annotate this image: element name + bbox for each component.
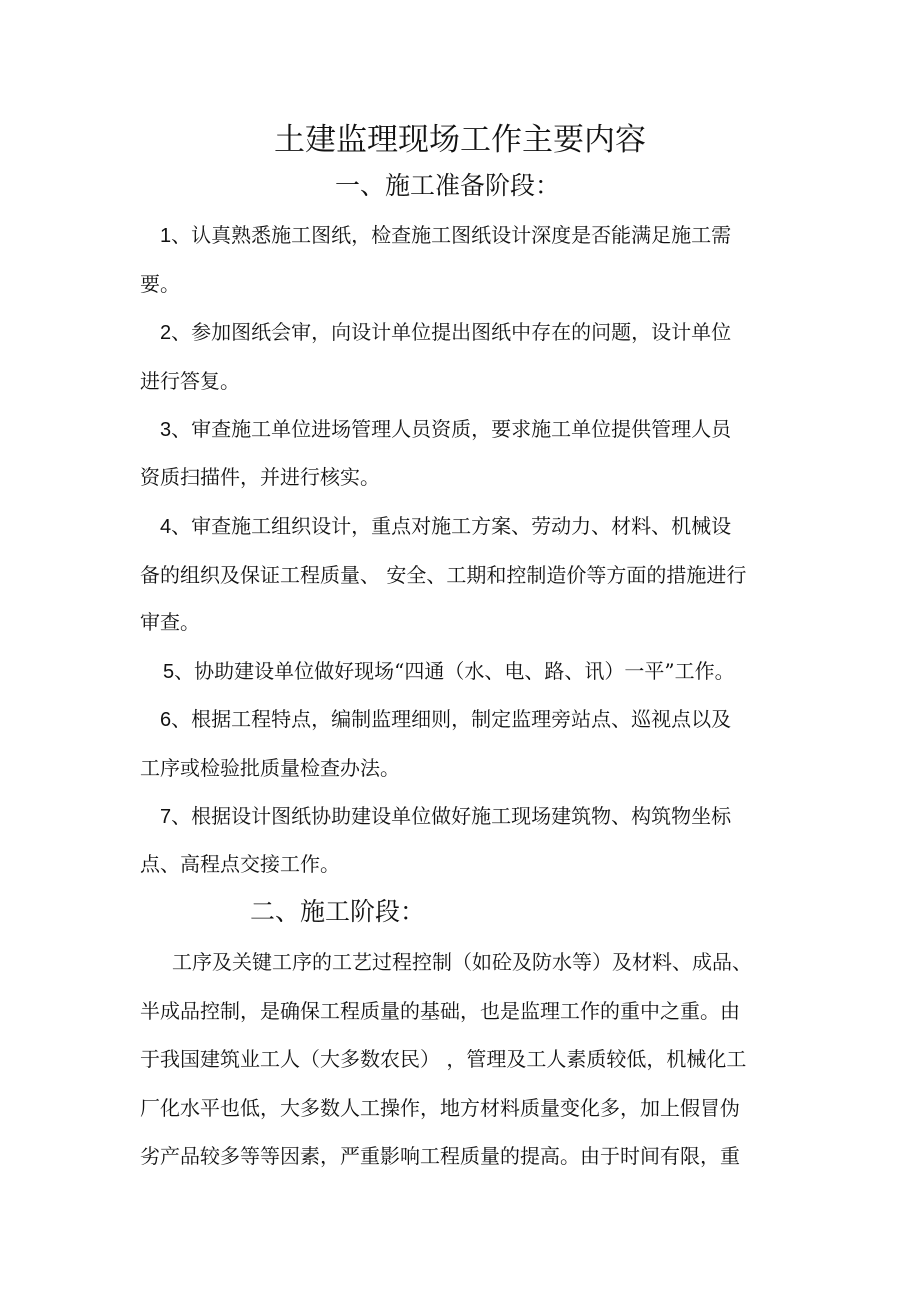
item-7-line-1 bbox=[160, 801, 731, 832]
document-title: 土建监理现场工作主要内容 bbox=[274, 122, 646, 158]
item-4-line-2: 备的组织及保证工程质量、 安全、工期和控制造价等方面的措施进行 bbox=[140, 563, 747, 587]
paragraph-line-2: 半成品控制，是确保工程质量的基础，也是监理工作的重中之重。由 bbox=[140, 999, 740, 1023]
item-7-line-2: 点、高程点交接工作。 bbox=[140, 852, 340, 876]
item-2-line-2: 进行答复。 bbox=[140, 369, 240, 393]
item-1-line-1 bbox=[160, 220, 731, 251]
item-3-line-1 bbox=[160, 414, 731, 445]
item-text: 、根据工程特点，编制监理细则，制定监理旁站点、巡视点以及 bbox=[171, 707, 732, 731]
item-1-line-2: 要。 bbox=[140, 272, 180, 296]
item-4-line-1 bbox=[160, 511, 731, 542]
item-text: 、协助建设单位做好现场“四通（水、电、路、讯）一平”工作。 bbox=[174, 659, 735, 683]
item-3-line-2: 资质扫描件，并进行核实。 bbox=[140, 465, 380, 489]
item-text: 、根据设计图纸协助建设单位做好施工现场建筑物、构筑物坐标 bbox=[171, 804, 732, 828]
item-text: 、审查施工组织设计，重点对施工方案、劳动力、材料、机械设 bbox=[171, 514, 732, 538]
item-number: 7 bbox=[160, 806, 172, 828]
section-heading-preparation: 一、施工准备阶段： bbox=[335, 171, 561, 200]
section-heading-construction: 二、施工阶段： bbox=[250, 897, 426, 926]
item-6-line-1 bbox=[160, 704, 731, 735]
item-number: 1 bbox=[160, 225, 172, 247]
item-number: 3 bbox=[160, 419, 172, 441]
item-number: 2 bbox=[160, 322, 172, 344]
item-5-line-1 bbox=[163, 656, 735, 687]
item-text: 、审查施工单位进场管理人员资质，要求施工单位提供管理人员 bbox=[171, 417, 732, 441]
item-text: 、认真熟悉施工图纸，检查施工图纸设计深度是否能满足施工需 bbox=[171, 223, 732, 247]
paragraph-line-1: 工序及关键工序的工艺过程控制（如砼及防水等）及材料、成品、 bbox=[172, 950, 752, 974]
item-number: 5 bbox=[163, 661, 175, 683]
item-2-line-1 bbox=[160, 317, 731, 348]
paragraph-line-4: 厂化水平也低，大多数人工操作，地方材料质量变化多，加上假冒伪 bbox=[140, 1096, 740, 1120]
item-6-line-2: 工序或检验批质量检查办法。 bbox=[140, 756, 400, 780]
item-number: 4 bbox=[160, 516, 172, 538]
item-text: 、参加图纸会审，向设计单位提出图纸中存在的问题，设计单位 bbox=[171, 320, 732, 344]
item-number: 6 bbox=[160, 709, 172, 731]
paragraph-line-5: 劣产品较多等等因素，严重影响工程质量的提高。由于时间有限，重 bbox=[140, 1144, 740, 1168]
paragraph-line-3: 于我国建筑业工人（大多数农民） ，管理及工人素质较低，机械化工 bbox=[140, 1047, 747, 1071]
item-4-line-3: 审查。 bbox=[140, 610, 200, 634]
